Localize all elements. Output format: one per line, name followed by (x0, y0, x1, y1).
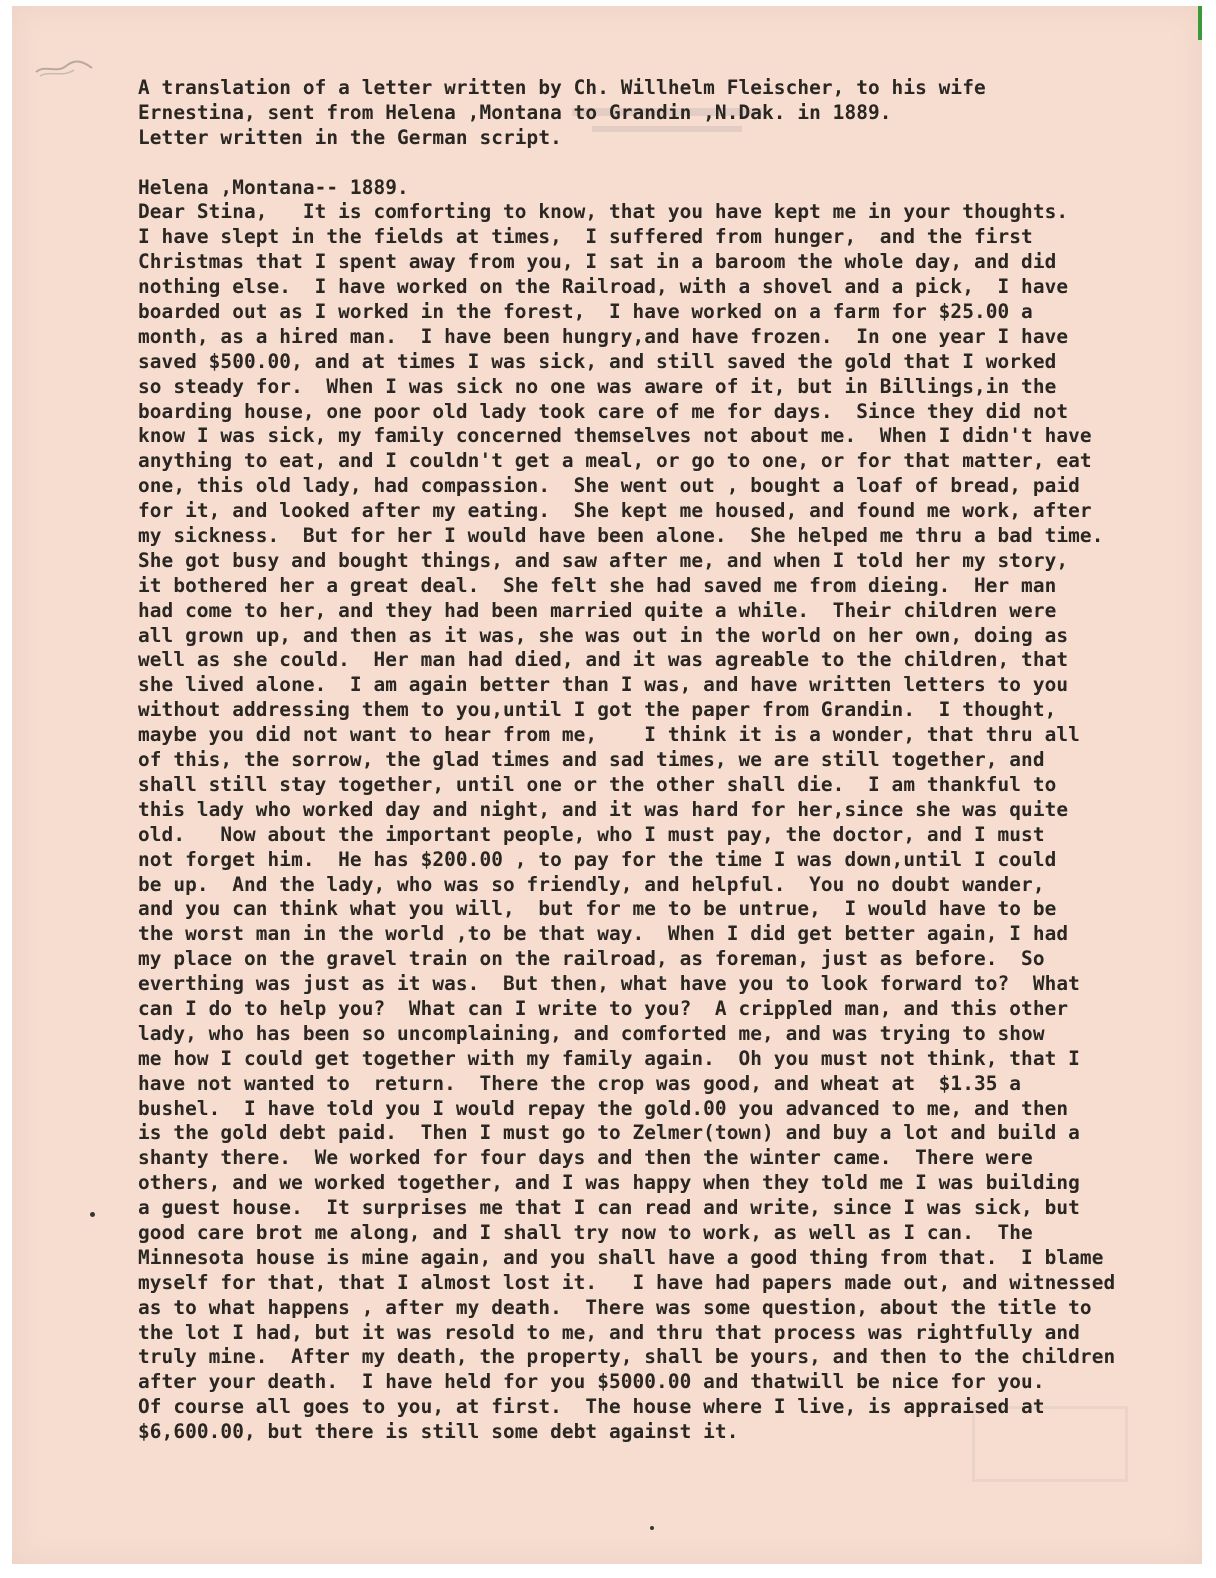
body-line: saved $500.00, and at times I was sick, and still saved the gold that I worked (138, 349, 1057, 373)
body-line: this lady who worked day and night, and it was hard for her,since she was quite (138, 797, 1069, 821)
body-line: not forget him. He has $200.00 , to pay for the time I was down,until I could (138, 847, 1057, 871)
place-date-line: Helena ,Montana-- 1889. (138, 175, 409, 199)
body-line: She got busy and bought things, and saw after me, and when I told her my story, (138, 548, 1069, 572)
body-line: as to what happens , after my death. There was some question, about the title to (138, 1295, 1092, 1319)
body-line: old. Now about the important people, who I must pay, the doctor, and I must (138, 822, 1045, 846)
body-line: the lot I had, but it was resold to me, and thru that process was rightfully and (138, 1320, 1080, 1344)
body-line: after your death. I have held for you $5000.00 and thatwill be nice for you. (138, 1370, 1045, 1394)
edge-mark (1198, 6, 1202, 40)
body-line: Minnesota house is mine again, and you shall have a good thing from that. I blame (138, 1245, 1104, 1269)
body-line: everthing was just as it was. But then, what have you to look forward to? What (138, 972, 1080, 996)
letter-text (138, 76, 1188, 1445)
margin-dot (90, 1212, 95, 1217)
body-line: I have slept in the fields at times, I suffered from hunger, and the first (138, 225, 1033, 249)
body-line: the worst man in the world ,to be that way. When I did get better again, I had (138, 922, 1069, 946)
body-line: for it, and looked after my eating. She kept me housed, and found me work, after (138, 499, 1092, 523)
letter-header (138, 76, 1188, 151)
body-line: without addressing them to you,until I got the paper from Grandin. I thought, (138, 698, 1057, 722)
body-line: it bothered her a great deal. She felt she had saved me from dieing. Her man (138, 573, 1057, 597)
body-line: and you can think what you will, but for me to be untrue, I would have to be (138, 897, 1057, 921)
body-line: is the gold debt paid. Then I must go to Zelmer(town) and buy a lot and build a (138, 1121, 1080, 1145)
body-line: of this, the sorrow, the glad times and sad times, we are still together, and (138, 748, 1045, 772)
body-line: one, this old lady, had compassion. She went out , bought a loaf of bread, paid (138, 474, 1080, 498)
body-line: anything to eat, and I couldn't get a meal, or go to one, or for that matter, eat (138, 449, 1092, 473)
body-line: she lived alone. I am again better than I was, and have written letters to you (138, 673, 1069, 697)
letter-body (138, 200, 1188, 1445)
body-line: well as she could. Her man had died, and it was agreable to the children, that (138, 648, 1069, 672)
body-line: myself for that, that I almost lost it. I have had papers made out, and witnessed (138, 1270, 1116, 1294)
ink-smudge (34, 58, 94, 80)
body-line: me how I could get together with my family again. Oh you must not think, that I (138, 1046, 1080, 1070)
body-line: others, and we worked together, and I was happy when they told me I was building (138, 1171, 1080, 1195)
header-line: Letter written in the German script. (138, 125, 562, 149)
body-line: $6,600.00, but there is still some debt against it. (138, 1420, 739, 1444)
body-line: shanty there. We worked for four days and then the winter came. There were (138, 1146, 1033, 1170)
body-line: nothing else. I have worked on the Railroad, with a shovel and a pick, I have (138, 275, 1069, 299)
body-line: a guest house. It surprises me that I can read and write, since I was sick, but (138, 1196, 1080, 1220)
margin-dot (650, 1526, 654, 1530)
body-line: maybe you did not want to hear from me, I think it is a wonder, that thru all (138, 723, 1080, 747)
body-line: bushel. I have told you I would repay the gold.00 you advanced to me, and then (138, 1096, 1069, 1120)
body-line: my place on the gravel train on the railroad, as foreman, just as before. So (138, 947, 1045, 971)
header-line: A translation of a letter written by Ch. Willhelm Fleischer, to his wife (138, 76, 986, 99)
body-line: Dear Stina, It is comforting to know, that you have kept me in your thoughts. (138, 200, 1069, 224)
body-line: boarding house, one poor old lady took care of me for days. Since they did not (138, 399, 1069, 423)
body-line: Of course all goes to you, at first. The house where I live, is appraised at (138, 1395, 1045, 1419)
body-line: all grown up, and then as it was, she was out in the world on her own, doing as (138, 623, 1069, 647)
body-line: good care brot me along, and I shall try now to work, as well as I can. The (138, 1220, 1033, 1244)
body-line: have not wanted to return. There the crop was good, and wheat at $1.35 a (138, 1071, 1022, 1095)
body-line: truly mine. After my death, the property, shall be yours, and then to the children (138, 1345, 1116, 1369)
body-line: had come to her, and they had been married quite a while. Their children were (138, 598, 1057, 622)
header-line: Ernestina, sent from Helena ,Montana to Grandin ,N.Dak. in 1889. (138, 100, 892, 124)
body-line: shall still stay together, until one or the other shall die. I am thankful to (138, 772, 1057, 796)
spacer (138, 151, 1188, 176)
body-line: can I do to help you? What can I write to you? A crippled man, and this other (138, 996, 1069, 1020)
body-line: know I was sick, my family concerned themselves not about me. When I didn't have (138, 424, 1092, 448)
body-line: boarded out as I worked in the forest, I have worked on a farm for $25.00 a (138, 300, 1033, 324)
body-line: month, as a hired man. I have been hungry,and have frozen. In one year I have (138, 324, 1069, 348)
body-line: my sickness. But for her I would have been alone. She helped me thru a bad time. (138, 524, 1104, 548)
body-line: so steady for. When I was sick no one was aware of it, but in Billings,in the (138, 374, 1057, 398)
body-line: be up. And the lady, who was so friendly, and helpful. You no doubt wander, (138, 872, 1045, 896)
body-line: Christmas that I spent away from you, I sat in a baroom the whole day, and did (138, 250, 1057, 274)
body-line: lady, who has been so uncomplaining, and comforted me, and was trying to show (138, 1021, 1045, 1045)
